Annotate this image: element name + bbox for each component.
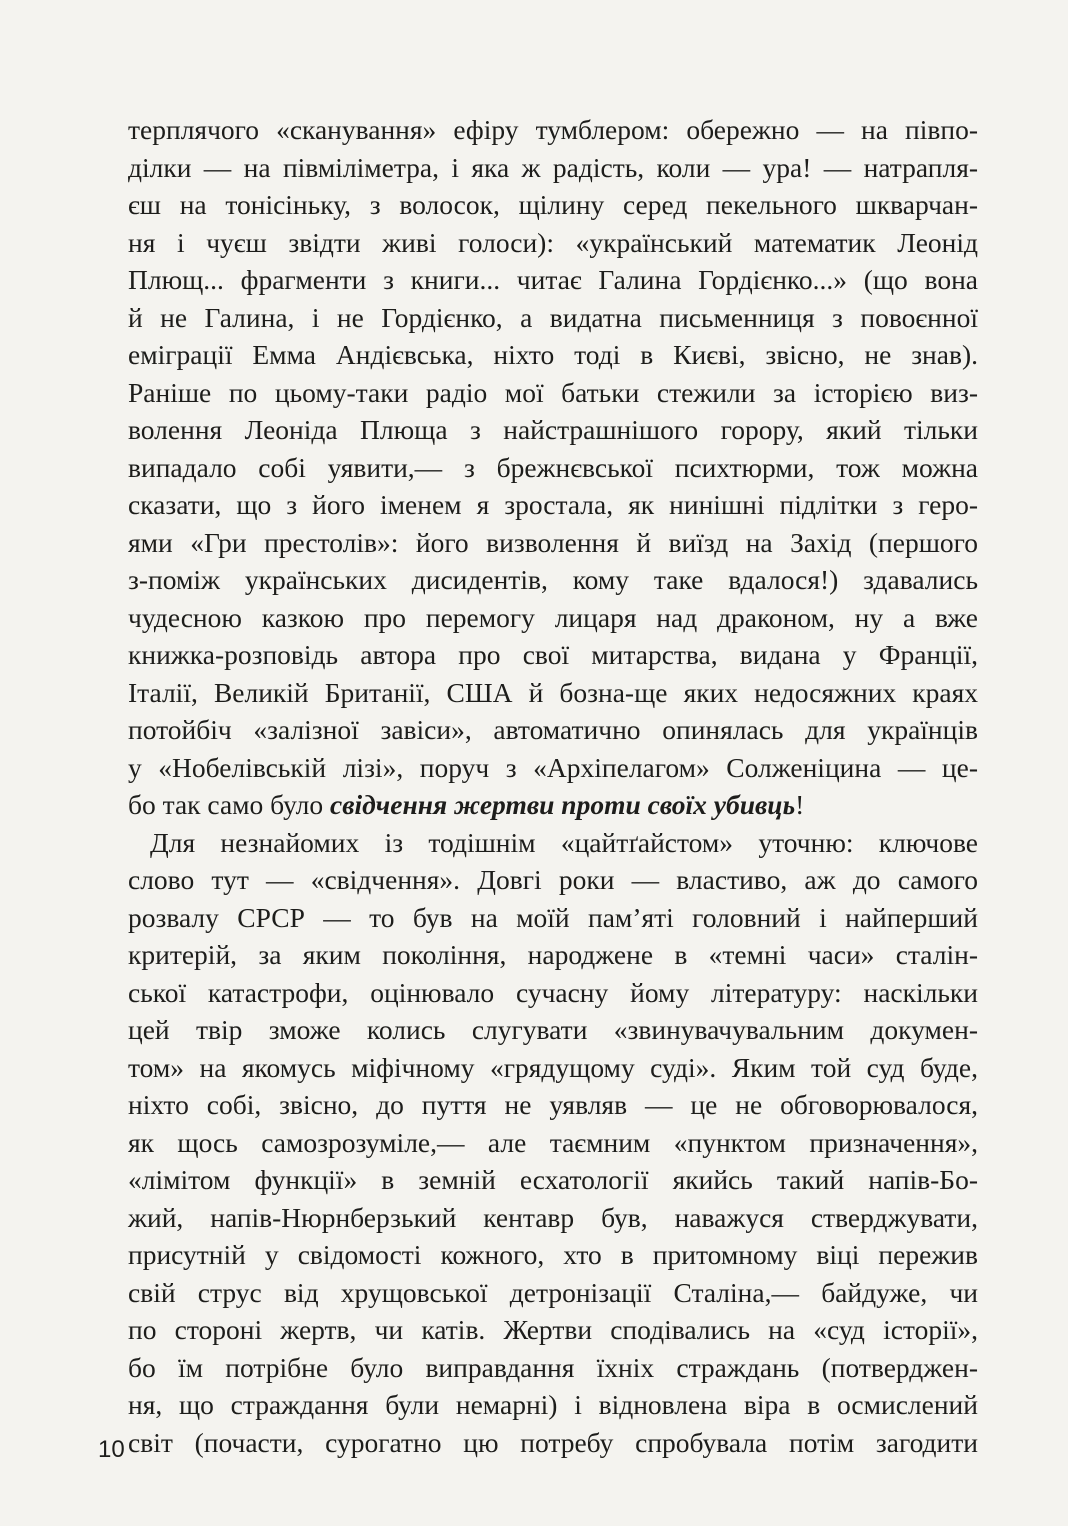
paragraph-1 <box>128 111 978 824</box>
text-line: цей твір зможе колись слугувати «звинувачувальним докумен- <box>128 1014 978 1045</box>
text-line: по стороні жертв, чи катів. Жертви сподівались на «суд історії», <box>128 1314 978 1345</box>
text-line: сказати, що з його іменем я зростала, як нинішні підлітки з геро- <box>128 489 978 520</box>
text-line: ської катастрофи, оцінювало сучасну йому літературу: наскільки <box>128 976 978 1008</box>
text-line: присутній у свідомості кожного, хто в притомному віці пережив <box>128 1239 978 1270</box>
paragraph-2 <box>128 824 978 1462</box>
text-line: «лімітом функції» в земній есхатології якийсь такий напів-Бо- <box>128 1164 978 1195</box>
text-line: волення Леоніда Плюща з найстрашнішого горору, який тільки <box>128 414 978 445</box>
text-line: книжка-розповідь автора про свої митарства, видана у Франції, <box>128 639 978 670</box>
page-number: 10 <box>98 1436 125 1463</box>
text-line: чудесною казкою про перемогу лицаря над драконом, ну а вже <box>128 601 978 633</box>
text-line: як щось самозрозуміле,— але таємним «пунктом призначення», <box>128 1126 978 1158</box>
text-line: жий, напів-Нюрнберзький кентавр був, наважуся стверджувати, <box>128 1201 978 1233</box>
text-line: Для незнайомих із тодішнім «цайтґайстом» уточню: ключове <box>150 826 978 858</box>
text-line: єш на тонісіньку, з волосок, щілину серед пекельного шкварчан- <box>128 189 978 220</box>
last-line-suffix: ! <box>795 789 805 820</box>
text-line: ділки — на півміліметра, і яка ж радість, коли — ура! — натрапля- <box>128 151 978 183</box>
text-line: еміграції Емма Андієвська, ніхто тоді в Києві, звісно, не знав). <box>128 339 978 370</box>
text-line: терплячого «сканування» ефіру тумблером: обережно — на півпо- <box>128 114 978 145</box>
text-line: свій струс від хрущовської детронізації Сталіна,— байдуже, чи <box>128 1276 978 1308</box>
text-line: й не Галина, і не Гордієнко, а видатна письменниця з повоєнної <box>128 301 978 333</box>
last-line-prefix: бо так само було <box>128 789 331 820</box>
text-line: Італії, Великій Британії, США й бозна-ще яких недосяжних краях <box>128 676 978 708</box>
text-line: Плющ... фрагменти з книги... читає Галина Гордієнко...» (що вона <box>128 264 978 295</box>
text-line: Раніше по цьому-таки радіо мої батьки стежили за історією виз- <box>128 376 978 408</box>
text-line: том» на якомусь міфічному «грядущому суді». Яким той суд буде, <box>128 1051 978 1083</box>
text-line: ніхто собі, звісно, до пуття не уявляв — це не обговорювалося, <box>128 1089 978 1120</box>
text-line: ня, що страждання були немарні) і відновлена віра в осмислений <box>128 1389 978 1420</box>
text-line: з-поміж українських дисидентів, кому таке вдалося!) здавались <box>128 564 978 595</box>
text-line-last <box>128 786 978 824</box>
text-line: ня і чуєш звідти живі голоси): «український математик Леонід <box>128 226 978 258</box>
text-line: випадало собі уявити,— з брежнєвської психтюрми, тож можна <box>128 451 978 483</box>
body-text <box>128 111 978 1461</box>
text-line: світ (почасти, сурогатно цю потребу спробувала потім загодити <box>128 1426 978 1458</box>
emphasis-text: свідчення жертви проти своїх убивць <box>330 789 796 820</box>
text-line: розвалу СРСР — то був на моїй пам’яті головний і найперший <box>128 901 978 933</box>
text-line: слово тут — «свідчення». Довгі роки — властиво, аж до самого <box>128 864 978 895</box>
text-line: потойбіч «залізної завіси», автоматично опинялась для українців <box>128 714 978 745</box>
text-line: у «Нобелівській лізі», поруч з «Архіпелагом» Солженіцина — це- <box>128 751 978 783</box>
text-line: ями «Гри престолів»: його визволення й виїзд на Захід (першого <box>128 526 978 558</box>
text-line: критерій, за яким покоління, народжене в «темні часи» сталін- <box>128 939 978 970</box>
text-line: бо їм потрібне було виправдання їхніх страждань (потверджен- <box>128 1351 978 1383</box>
